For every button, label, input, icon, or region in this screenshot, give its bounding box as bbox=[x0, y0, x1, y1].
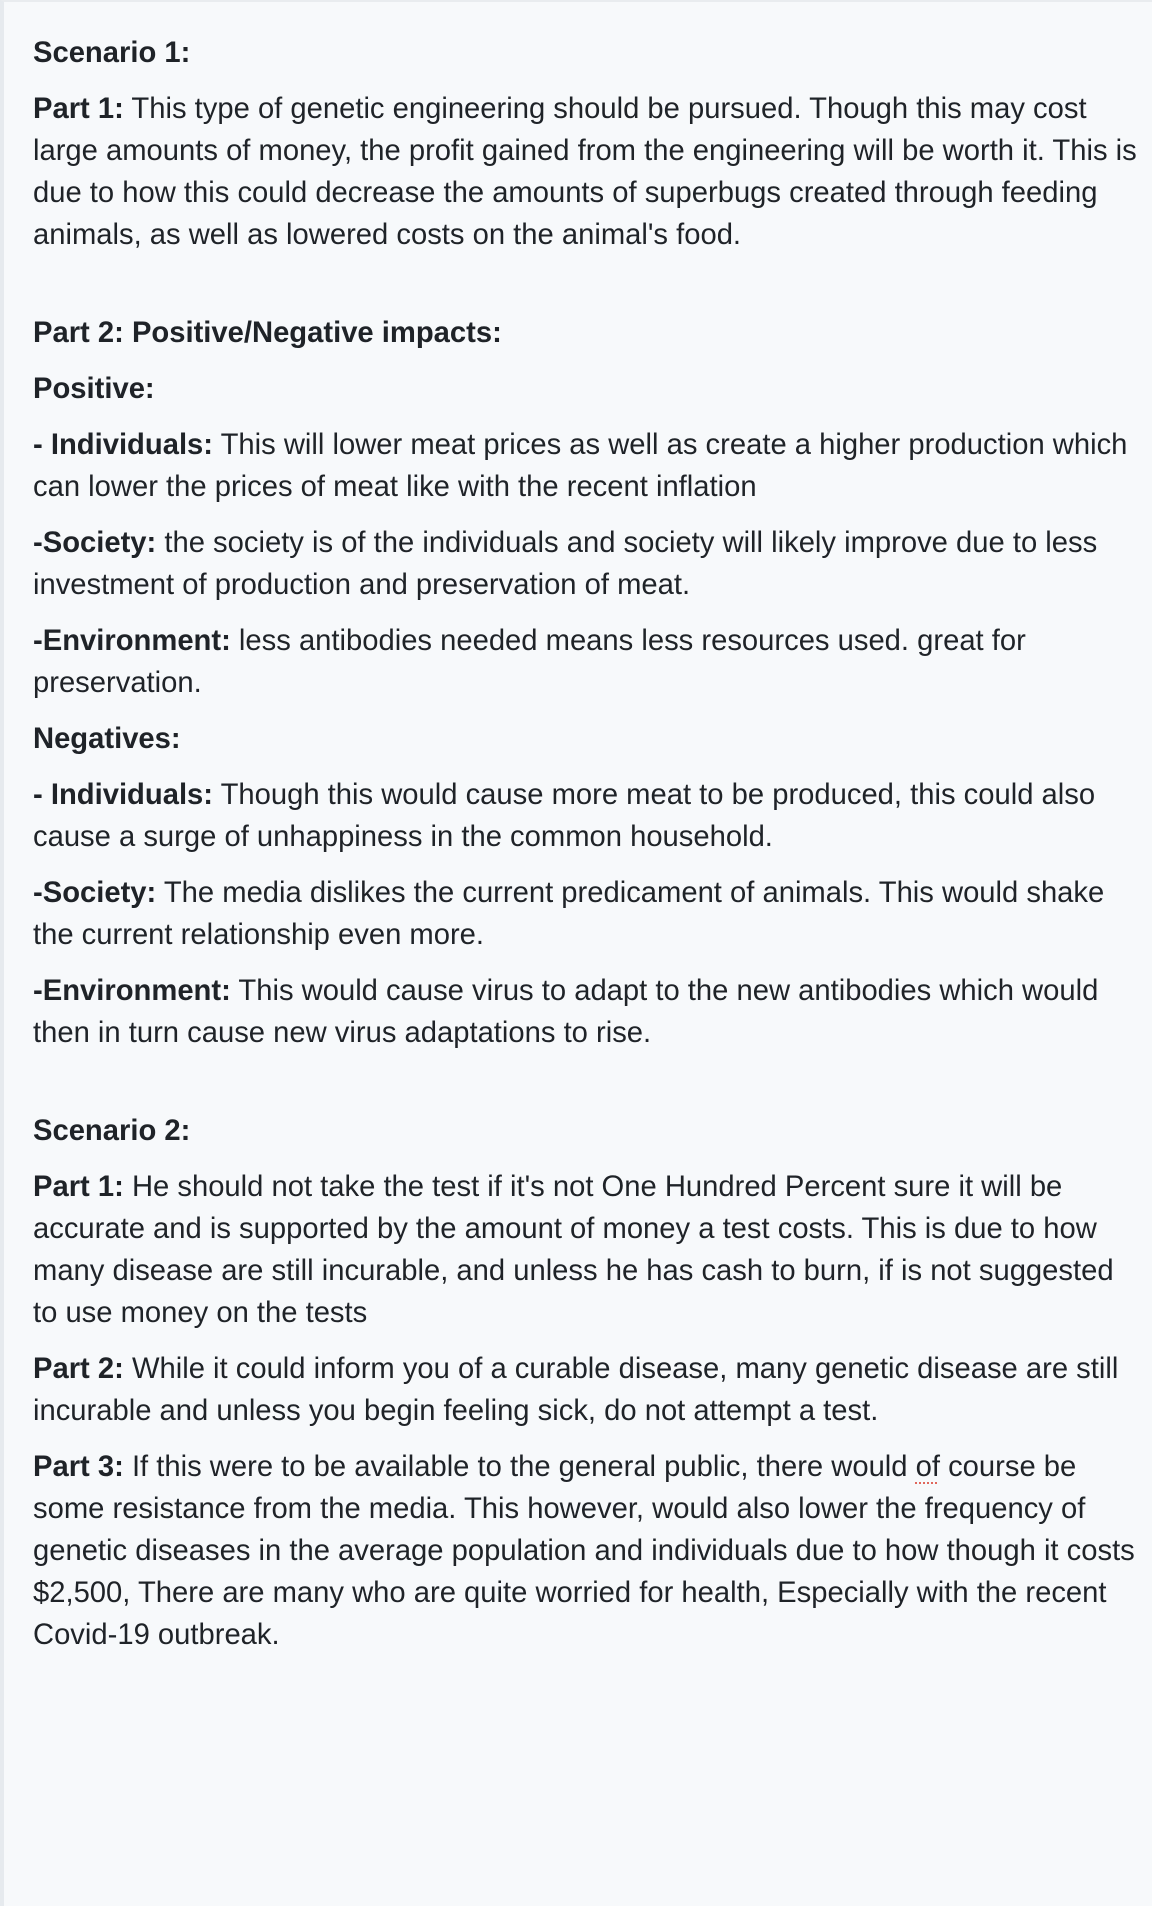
impact-label: -Environment: bbox=[33, 975, 231, 1007]
spacer bbox=[33, 270, 1143, 312]
impact-label: -Environment: bbox=[33, 625, 231, 657]
impact-text: Though this would cause more meat to be produced, this could also cause a surge of unhappiness in the common household. bbox=[33, 779, 1096, 853]
impact-text: less antibodies needed means less resources used. great for preservation. bbox=[33, 625, 1026, 699]
impact-text: The media dislikes the current predicament of animals. This would shake the current relationship even more. bbox=[33, 877, 1105, 951]
spellcheck-flagged-word[interactable]: of bbox=[915, 1451, 940, 1483]
impact-text: This would cause virus to adapt to the new antibodies which would then in turn cause new virus adaptations to rise. bbox=[33, 975, 1099, 1049]
part-2-heading: Part 2: Positive/Negative impacts: bbox=[33, 317, 502, 349]
scenario-2-part-1 bbox=[33, 1166, 1143, 1334]
impact-label: -Society: bbox=[33, 877, 157, 909]
scenario-1-part-1 bbox=[33, 88, 1143, 256]
positive-society bbox=[33, 522, 1143, 606]
impact-text: the society is of the individuals and society will likely improve due to less investment of production and preservation of meat. bbox=[33, 527, 1098, 601]
spacer bbox=[33, 1068, 1143, 1110]
scenario-1-heading: Scenario 1: bbox=[33, 37, 191, 69]
paragraph-text: course be some resistance from the media. This however, would also lower the frequency of genetic diseases in the average population and individuals due to how though it costs $2,500, There are many who are quite worried for health, Especially with the recent Covid-19 outbreak. bbox=[33, 1451, 1135, 1651]
negative-individuals bbox=[33, 774, 1143, 858]
part-label: Part 2: bbox=[33, 1353, 124, 1385]
part-label: Part 3: bbox=[33, 1451, 124, 1483]
part-label: Part 1: bbox=[33, 93, 124, 125]
negative-society bbox=[33, 872, 1143, 956]
positive-heading: Positive: bbox=[33, 373, 155, 405]
paragraph-text: He should not take the test if it's not One Hundred Percent sure it will be accurate and is supported by the amount of money a test costs. This is due to how many disease are still incurable, and unless he has cash to burn, if is not suggested to use money on the tests bbox=[33, 1171, 1114, 1329]
impact-label: - Individuals: bbox=[33, 779, 213, 811]
positive-environment bbox=[33, 620, 1143, 704]
paragraph-text: While it could inform you of a curable disease, many genetic disease are still incurable and unless you begin feeling sick, do not attempt a test. bbox=[33, 1353, 1119, 1427]
impact-text: This will lower meat prices as well as create a higher production which can lower the prices of meat like with the recent inflation bbox=[33, 429, 1128, 503]
scenario-2-part-2 bbox=[33, 1348, 1143, 1432]
positive-individuals bbox=[33, 424, 1143, 508]
negatives-heading: Negatives: bbox=[33, 723, 181, 755]
paragraph-text: If this were to be available to the general public, there would bbox=[123, 1451, 916, 1483]
impact-label: -Society: bbox=[33, 527, 157, 559]
scenario-2-part-3 bbox=[33, 1446, 1143, 1656]
part-label: Part 1: bbox=[33, 1171, 124, 1203]
paragraph-text: This type of genetic engineering should be pursued. Though this may cost large amounts of money, the profit gained from the engineering will be worth it. This is due to how this could decrease the amounts of superbugs created through feeding animals, as well as lowered costs on the animal's food. bbox=[33, 93, 1137, 251]
document-body[interactable] bbox=[33, 32, 1143, 1670]
scenario-2-heading: Scenario 2: bbox=[33, 1115, 191, 1147]
impact-label: - Individuals: bbox=[33, 429, 213, 461]
negative-environment bbox=[33, 970, 1143, 1054]
